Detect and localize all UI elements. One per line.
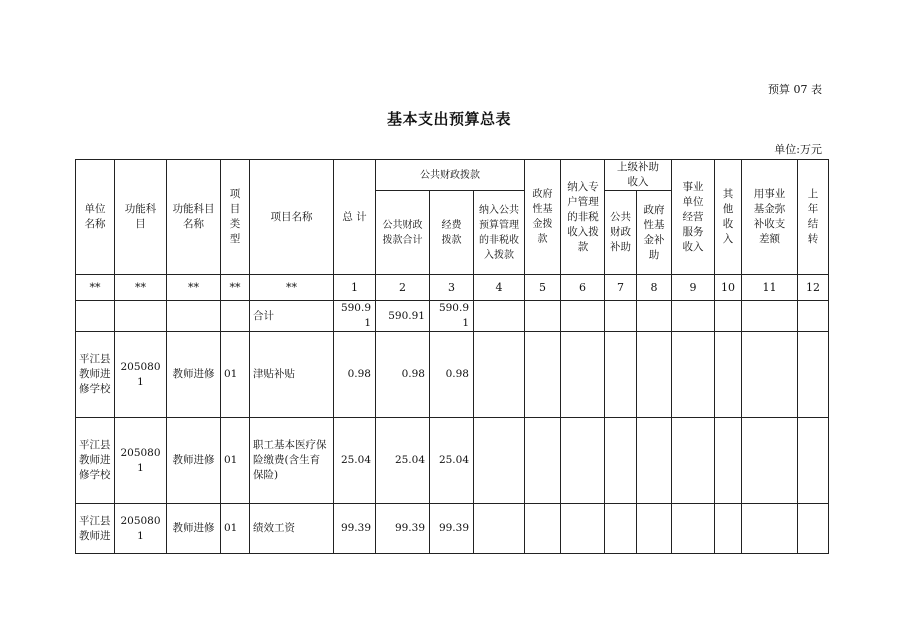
function-name-cell: 教师进修 — [167, 418, 221, 504]
unit-name-cell: 平江县教师进 — [76, 504, 115, 554]
col-special-account-non-tax: 纳入专户管理的非税收入拨款 — [561, 160, 605, 275]
column-number: 1 — [334, 275, 376, 301]
public-finance-cell: 25.04 — [376, 418, 430, 504]
page-title: 基本支出预算总表 — [386, 110, 511, 128]
col-gov-fund: 政府性基金拨款 — [525, 160, 561, 275]
column-number: 11 — [742, 275, 798, 301]
col-group-public-finance: 公共财政拨款 — [376, 160, 525, 191]
budget-table — [75, 159, 829, 554]
col-other-income: 其他收入 — [715, 160, 742, 275]
table-row — [76, 332, 829, 418]
col-project-name: 项目名称 — [250, 160, 334, 275]
project-name-cell: 职工基本医疗保险缴费(含生育保险) — [250, 418, 334, 504]
col-unit-name: 单位名称 — [76, 160, 115, 275]
total-cell: 0.98 — [334, 332, 376, 418]
table-row — [76, 504, 829, 554]
col-function-subject: 功能科目 — [115, 160, 167, 275]
unit-name-cell: 平江县教师进修学校 — [76, 332, 115, 418]
function-code-cell: 2050801 — [115, 504, 167, 554]
function-code-cell: 2050801 — [115, 332, 167, 418]
total-label: 合计 — [250, 301, 334, 332]
column-number: 8 — [637, 275, 672, 301]
column-number: 12 — [798, 275, 829, 301]
column-number: 9 — [672, 275, 715, 301]
col-total: 总 计 — [334, 160, 376, 275]
column-number-row — [76, 275, 829, 301]
total-public-finance: 590.91 — [376, 301, 430, 332]
unit-label: 单位:万元 — [774, 143, 822, 156]
col-upper-gov-fund: 政府性基金补助 — [637, 191, 672, 275]
table-row — [76, 418, 829, 504]
col-non-tax-in-budget: 纳入公共预算管理的非税收入拨款 — [474, 191, 525, 275]
function-name-cell: 教师进修 — [167, 332, 221, 418]
project-name-cell: 绩效工资 — [250, 504, 334, 554]
col-group-upper-subsidy: 上级补助收入 — [605, 160, 672, 191]
total-cell: 25.04 — [334, 418, 376, 504]
total-cell: 99.39 — [334, 504, 376, 554]
column-number: 2 — [376, 275, 430, 301]
column-number: 7 — [605, 275, 637, 301]
operating-funds-cell: 25.04 — [430, 418, 474, 504]
column-number: 4 — [474, 275, 525, 301]
project-type-cell: 01 — [221, 504, 250, 554]
column-number: 10 — [715, 275, 742, 301]
total-amount: 590.91 — [334, 301, 376, 332]
function-name-cell: 教师进修 — [167, 504, 221, 554]
total-row — [76, 301, 829, 332]
public-finance-cell: 0.98 — [376, 332, 430, 418]
operating-funds-cell: 0.98 — [430, 332, 474, 418]
column-number: ** — [167, 275, 221, 301]
project-type-cell: 01 — [221, 418, 250, 504]
col-function-subject-name: 功能科目名称 — [167, 160, 221, 275]
public-finance-cell: 99.39 — [376, 504, 430, 554]
col-fund-balance: 用事业基金弥补收支差额 — [742, 160, 798, 275]
col-public-finance-total: 公共财政拨款合计 — [376, 191, 430, 275]
total-operating-funds: 590.91 — [430, 301, 474, 332]
column-number: 3 — [430, 275, 474, 301]
form-code: 预算 07 表 — [768, 83, 822, 96]
col-project-type: 项目类型 — [221, 160, 250, 275]
operating-funds-cell: 99.39 — [430, 504, 474, 554]
col-operating-funds: 经费拨款 — [430, 191, 474, 275]
function-code-cell: 2050801 — [115, 418, 167, 504]
col-prev-year-carry: 上年结转 — [798, 160, 829, 275]
project-type-cell: 01 — [221, 332, 250, 418]
col-business-income: 事业单位经营服务收入 — [672, 160, 715, 275]
header-row-1 — [76, 160, 829, 191]
column-number: ** — [76, 275, 115, 301]
column-number: ** — [250, 275, 334, 301]
col-upper-public-finance: 公共财政补助 — [605, 191, 637, 275]
column-number: 6 — [561, 275, 605, 301]
column-number: ** — [115, 275, 167, 301]
unit-name-cell: 平江县教师进修学校 — [76, 418, 115, 504]
column-number: 5 — [525, 275, 561, 301]
project-name-cell: 津贴补贴 — [250, 332, 334, 418]
column-number: ** — [221, 275, 250, 301]
